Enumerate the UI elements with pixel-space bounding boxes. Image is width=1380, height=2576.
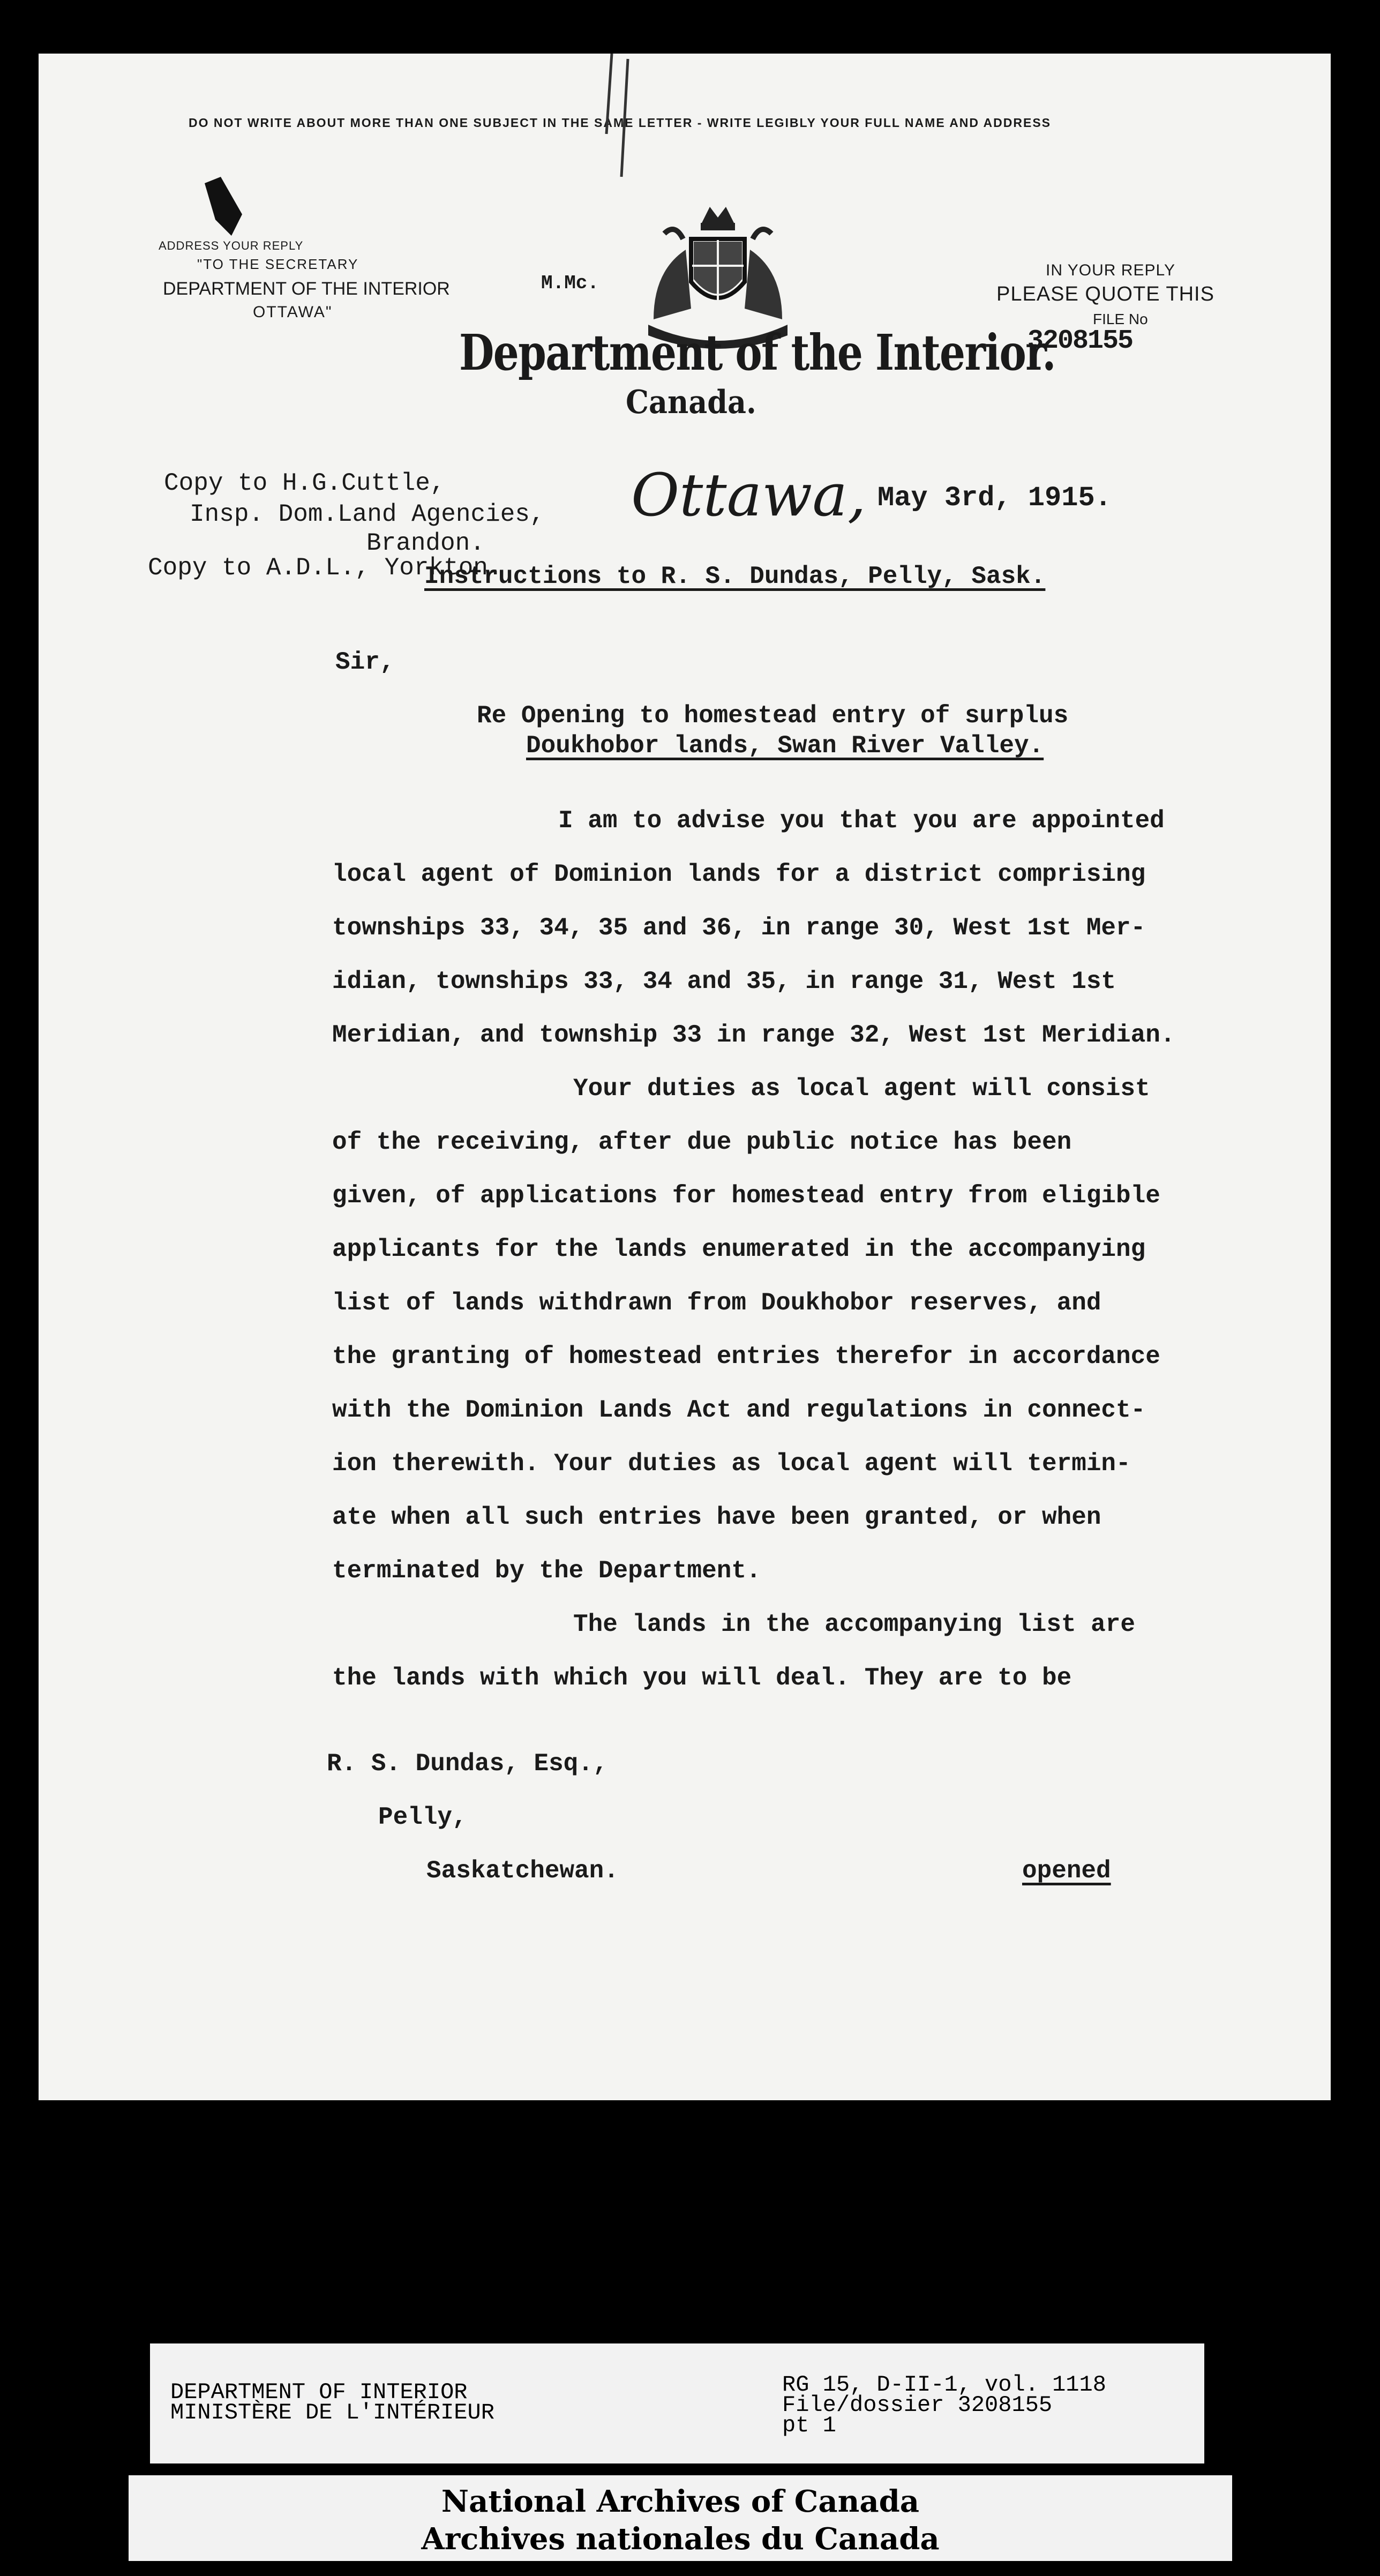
archive-label-right-1: RG 15, D-II-1, vol. 1118 — [782, 2372, 1106, 2398]
archive-label-right-2: File/dossier 3208155 — [782, 2392, 1053, 2418]
place-script: Ottawa, — [631, 461, 866, 529]
addressee-province: Saskatchewan. — [426, 1857, 619, 1885]
in-reply-line-3: FILE No — [1093, 311, 1148, 327]
ink-mark — [199, 177, 248, 241]
body-line: idian, townships 33, 34 and 35, in range 31, West 1st — [332, 968, 1116, 995]
archive-label — [150, 2343, 1204, 2463]
address-reply-line-2: "TO THE SECRETARY — [197, 256, 359, 272]
address-reply-line-1: ADDRESS YOUR REPLY — [159, 239, 304, 252]
body-line: with the Dominion Lands Act and regulations in connect- — [332, 1396, 1146, 1424]
body-line: The lands in the accompanying list are — [573, 1611, 1135, 1638]
reference-initials: M.Mc. — [541, 272, 599, 294]
instructions-heading: Instructions to R. S. Dundas, Pelly, Sask. — [424, 563, 1046, 590]
body-line: the granting of homestead entries therefor in accordance — [332, 1343, 1160, 1371]
addressee-name: R. S. Dundas, Esq., — [327, 1750, 608, 1778]
body-line: ate when all such entries have been granted, or when — [332, 1503, 1101, 1531]
archive-label-left-2: MINISTÈRE DE L'INTÉRIEUR — [170, 2400, 494, 2425]
letter-date: May 3rd, 1915. — [878, 482, 1112, 514]
copy-line-3: Brandon. — [366, 529, 485, 557]
archive-footer-line-1: National Archives of Canada — [441, 2484, 920, 2519]
body-line: I am to advise you that you are appointed — [558, 807, 1165, 835]
body-line: applicants for the lands enumerated in the accompanying — [332, 1235, 1146, 1263]
subject-line-2: Doukhobor lands, Swan River Valley. — [526, 732, 1044, 760]
body-line: townships 33, 34, 35 and 36, in range 30, West 1st Mer- — [332, 914, 1146, 942]
body-line: ion therewith. Your duties as local agent will termin- — [332, 1450, 1131, 1478]
subject-line-1: Re Opening to homestead entry of surplus — [477, 702, 1069, 730]
in-reply-line-2: PLEASE QUOTE THIS — [996, 283, 1214, 305]
body-line: local agent of Dominion lands for a district comprising — [332, 860, 1146, 888]
archive-footer — [129, 2475, 1232, 2561]
copy-line-4: Copy to A.D.L., Yorkton. — [148, 554, 503, 582]
top-notice: DO NOT WRITE ABOUT MORE THAN ONE SUBJECT IN THE SAME LETTER - WRITE LEGIBLY YOUR FULL NAME AND ADDRESS — [189, 116, 1052, 130]
archive-label-left-1: DEPARTMENT OF INTERIOR — [170, 2379, 468, 2405]
salutation: Sir, — [335, 648, 395, 676]
body-line: Your duties as local agent will consist — [573, 1075, 1150, 1103]
pen-mark — [590, 54, 639, 182]
catchword: opened — [1022, 1857, 1111, 1885]
copy-line-2: Insp. Dom.Land Agencies, — [190, 500, 545, 528]
body-line: terminated by the Department. — [332, 1557, 761, 1585]
addressee-town: Pelly, — [378, 1803, 467, 1831]
file-number: 3208155 — [1028, 326, 1133, 356]
body-line: the lands with which you will deal. They are to be — [332, 1664, 1072, 1692]
body-line: Meridian, and township 33 in range 32, West 1st Meridian. — [332, 1021, 1175, 1049]
body-line: given, of applications for homestead entry from eligible — [332, 1182, 1160, 1210]
archive-label-right-3: pt 1 — [782, 2413, 836, 2438]
body-line: list of lands withdrawn from Doukhobor reserves, and — [332, 1289, 1101, 1317]
country-title: Canada. — [626, 384, 756, 421]
department-title: Department of the Interior. — [459, 324, 1055, 381]
copy-line-1: Copy to H.G.Cuttle, — [164, 469, 445, 497]
in-reply-line-1: IN YOUR REPLY — [1046, 261, 1175, 279]
address-reply-line-4: OTTAWA" — [253, 303, 333, 321]
body-line: of the receiving, after due public notice has been — [332, 1128, 1072, 1156]
letter-page — [39, 54, 1331, 2100]
address-reply-line-3: DEPARTMENT OF THE INTERIOR — [163, 279, 450, 299]
archive-footer-line-2: Archives nationales du Canada — [421, 2521, 940, 2557]
